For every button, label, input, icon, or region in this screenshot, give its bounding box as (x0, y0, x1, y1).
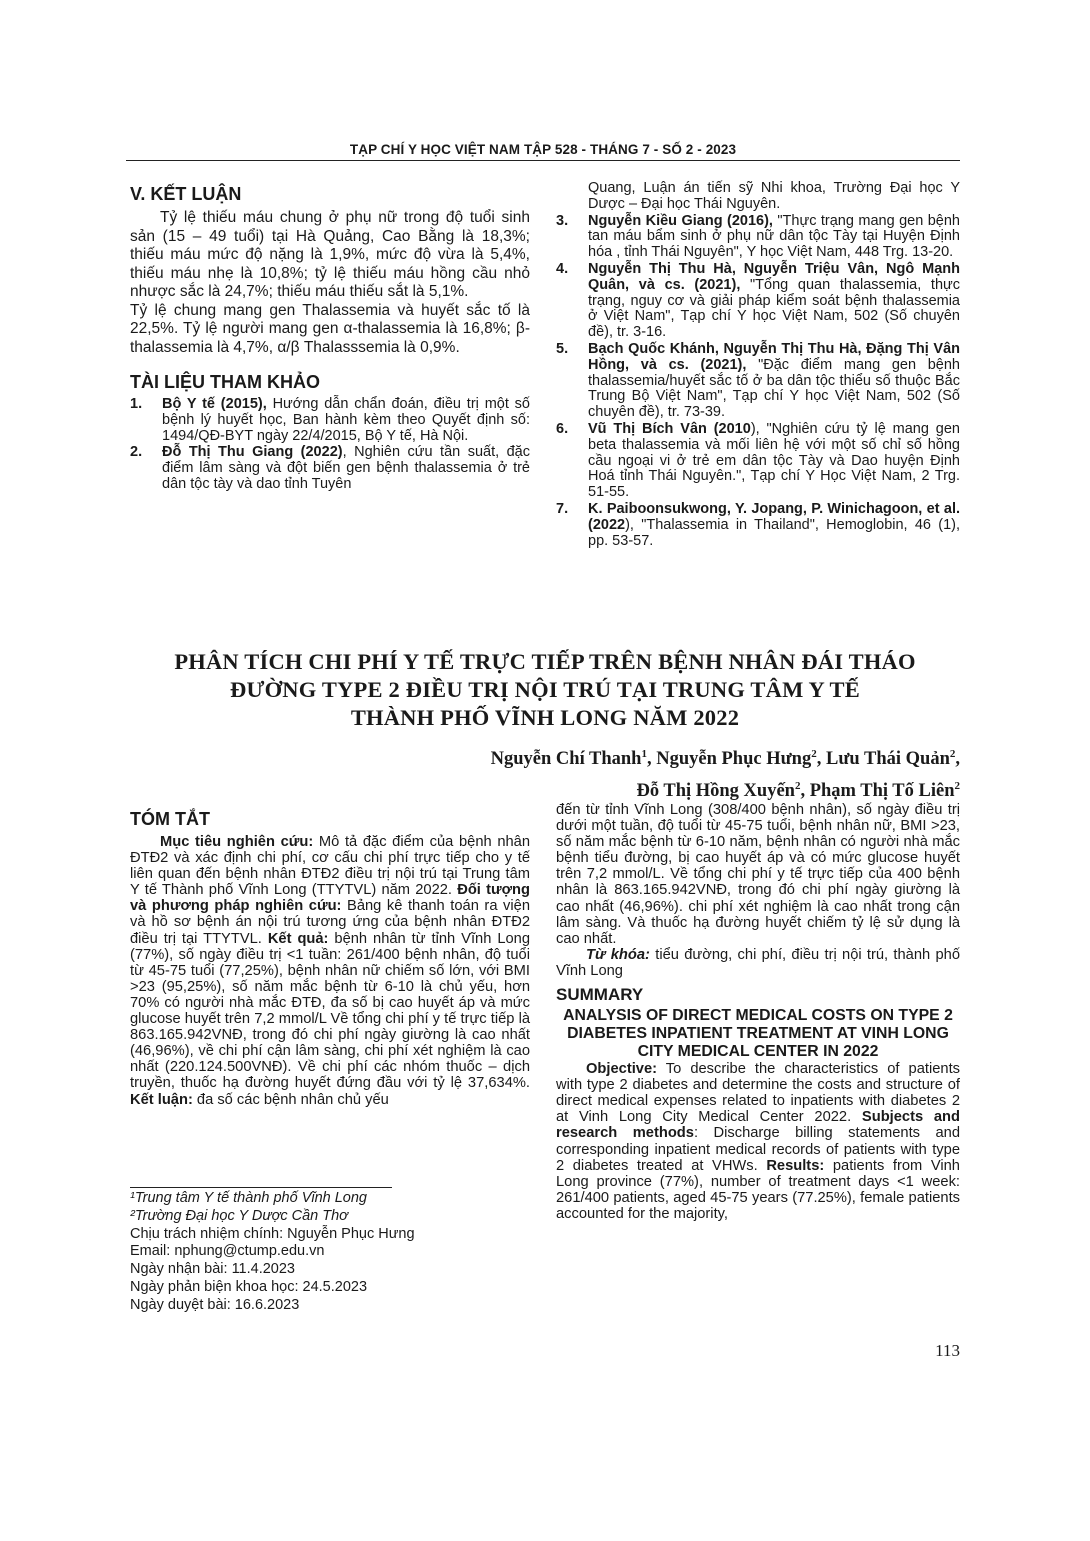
reference-item (130, 445, 530, 492)
reference-author: Bạch Quốc Khánh, Nguyễn Thị Thu Hà, Đặng Thị Vân Hồng, và cs. (2021), (588, 340, 960, 373)
footnote-email: Email: nphung@ctump.edu.vn (130, 1243, 325, 1260)
affiliation-mark: 2 (811, 748, 817, 760)
reference-text: ), "Nghiên cứu tỷ lệ mang gen beta thalassemia và mối liên hệ với một số chỉ số hồng cầu ngoại vi ở trẻ em dân tộc Tày và Dao huyện Định Hoá tỉnh Thái Nguyên.", Tạp chí Y Học Việt Nam, 2 Trg. 51-55. (588, 420, 960, 501)
label-conclusion: Kết luận: (130, 1091, 193, 1108)
summary-heading: SUMMARY (556, 985, 644, 1005)
reference-text: "Đặc điểm mang gen bệnh thalassemia/huyết sắc tố ở ba dân tộc thiểu số thuộc Bắc Trung Bộ Việt Nam", Tạp chí Y học Việt Nam, 502 (Số chuyên đề), tr. 73-39. (588, 356, 960, 421)
label-objective-en: Objective: (586, 1061, 658, 1078)
reference-number: 4. (556, 260, 569, 277)
footnote-accepted: Ngày duyệt bài: 16.6.2023 (130, 1296, 300, 1313)
author-name: , Nguyễn Phục Hưng (646, 749, 812, 770)
abstract-vi-body (130, 834, 530, 1108)
text-conclusion-start: đa số các bệnh nhân chủ yếu (192, 1091, 389, 1108)
footnote-reviewed: Ngày phản biện khoa học: 24.5.2023 (130, 1278, 368, 1295)
footnote-affiliation-2: ²Trường Đại học Y Dược Cần Thơ (130, 1207, 348, 1224)
keywords-text: tiểu đường, chi phí, điều trị nội trú, thành phố Vĩnh Long (556, 946, 960, 979)
top-left-column (130, 183, 530, 494)
conclusion-heading: V. KẾT LUẬN (130, 184, 242, 204)
text-results: bệnh nhân từ tỉnh Vĩnh Long (77%), số ngày điều trị <1 tuần: 261/400 bệnh nhân, độ tuổi từ 45-75 tuổi (77,25%), bệnh nhân nữ chiếm số lớn, với BMI >23 (95,25%), số năm mắc bệnh từ 6-10 là chủ yếu, hơn 70% có người nhà mắc ĐTĐ, đa số bị cao huyết áp và mức glucose huyết trên 7,2 mmol/L Về tổng chi phí y tế trực tiếp là 863.165.942VNĐ, trong đó chi phí ngày giường là cao nhất (46,96%), về chi phí cận lâm sàng, chi phí xét nghiệm là cao nhất (220.124.500VNĐ). Về chi phí các nhóm thuốc – dịch truyền, thuốc hạ đường huyết đứng đầu với tỷ lệ 37,634%. (130, 930, 530, 1092)
text-methods: Bảng kê thanh toán ra viện và hồ sơ bệnh án nội trú tương ứng của bệnh nhân ĐTĐ2 điều trị tại TTYTVL. (130, 898, 530, 947)
reference-item (556, 214, 960, 261)
text-objective: Mô tả đặc điểm của bệnh nhân ĐTĐ2 và xác định chi phí, cơ cấu chi phí trực tiếp cho y tế liên quan đến bệnh nhân ĐTĐ2 điều trị nội trú tại Trung tâm Y tế Thành phố Vĩnh Long (TTYTVL) năm 2022. (130, 834, 530, 899)
reference-text: "Thực trạng mang gen bệnh tan máu bẩm sinh ở phụ nữ dân tộc Tày tại Huyện Định hóa , tỉnh Thái Nguyên", Y học Việt Nam, 448 Trg. 13-20. (588, 212, 960, 261)
label-objective: Mục tiêu nghiên cứu: (160, 834, 314, 850)
references-heading: TÀI LIỆU THAM KHẢO (130, 372, 320, 392)
reference-item-continued (556, 181, 960, 213)
reference-item (556, 422, 960, 501)
affiliation-mark: 1 (641, 748, 647, 760)
reference-number: 6. (556, 420, 569, 437)
article-title (130, 648, 960, 732)
reference-author: Nguyễn Kiều Giang (2016), (588, 212, 773, 229)
reference-item (130, 397, 530, 444)
text-objective-en: To describe the characteristics of patients with type 2 diabetes and determine the costs and structure of direct medical expenses related to inpatients with diabetes 2 at Vinh Long City Medical Center 2022. (556, 1061, 960, 1126)
abstract-vi-column (130, 808, 530, 1108)
reference-author: Đỗ Thị Thu Giang (2022) (162, 444, 343, 461)
reference-author: Bộ Y tế (2015), (162, 396, 267, 412)
affiliation-mark: 2 (954, 780, 960, 793)
footnote-affiliation-1: ¹Trung tâm Y tế thành phố Vĩnh Long (130, 1190, 367, 1206)
summary-body (556, 1061, 960, 1222)
reference-number: 3. (556, 212, 569, 229)
abstract-en-column (556, 802, 960, 1222)
author-name: , Phạm Thị Tố Liên (800, 781, 955, 802)
abstract-vi-continued (556, 802, 960, 947)
label-results: Kết quả: (267, 930, 329, 947)
author-list (130, 741, 960, 805)
reference-number: 5. (556, 340, 569, 357)
conclusion-paragraph-2: Tỷ lệ chung mang gen Thalassemia và huyết sắc tố là 22,5%. Tỷ lệ người mang gen α-thalassemia là 16,8%; β-thalassemia là 4,7%, α/β Thalasssemia là 0,9%. (130, 301, 530, 356)
text-methods-en: : Discharge billing statements and corresponding inpatient medical records of patients with type 2 diabetes treated at VHWs. (556, 1125, 960, 1174)
author-line-1 (130, 741, 960, 773)
reference-number: 2. (130, 444, 143, 461)
keywords-label: Từ khóa: (586, 946, 650, 963)
author-name: Đỗ Thị Hồng Xuyến (636, 781, 795, 802)
footnote-rule (130, 1187, 392, 1188)
affiliation-mark: 2 (794, 780, 801, 793)
reference-text: ), "Thalassemia in Thailand", Hemoglobin, 46 (1), pp. 53-57. (588, 516, 960, 549)
text-conclusion-rest: đến từ tỉnh Vĩnh Long (308/400 bệnh nhân), số ngày điều trị dưới một tuần, độ tuổi từ 45-75 tuổi, bệnh nhân nữ, BMI >23, số năm mắc bệnh từ 6-10 năm, bệnh nhân có người nhà mắc bệnh tiểu đường, bị cao huyết áp và có mức glucose huyết trên 7,2 mmol/L. Về tổng chi phí y tế trực tiếp của 400 bệnh nhân là 863.165.942VNĐ, trong đó chi phí ngày giường là cao nhất (46,96%). chi phí xét nghiệm là cao nhất trong cận lâm sàng. Và thuốc hạ đường huyết chiếm tỷ lệ sử dụng là cao nhất. (556, 802, 960, 947)
reference-text: Quang, Luận án tiến sỹ Nhi khoa, Trường Đại học Y Dược – Đại học Thái Nguyên. (588, 180, 960, 212)
reference-number: 1. (130, 396, 143, 412)
header-rule (126, 160, 960, 161)
reference-text: , Nghiên cứu tần suất, đặc điểm lâm sàng và đột biến gen bệnh thalassemia ở trẻ dân tộc tày và dao tỉnh Tuyên (162, 444, 530, 492)
label-results-en: Results: (766, 1157, 825, 1174)
running-head: TẠP CHÍ Y HỌC VIỆT NAM TẬP 528 - THÁNG 7 - SỐ 2 - 2023 (349, 142, 737, 157)
conclusion-paragraph-1: Tỷ lệ thiếu máu chung ở phụ nữ trong độ tuổi sinh sản (15 – 49 tuổi) tại Hà Quảng, Cao Bằng là 18,3%; thiếu máu mức độ nặng là 1,9%, mức độ vừa là 5,4%, thiếu máu nhẹ là 10,8%; tỷ lệ thiếu máu hồng cầu nhỏ nhược sắc là 24,7%; thiếu máu thiếu sắt là 5,1%. (130, 209, 530, 300)
top-right-column (556, 181, 960, 550)
reference-author: Nguyễn Thị Thu Hà, Nguyễn Triệu Vân, Ngô Mạnh Quân, và cs. (2021), (588, 260, 960, 293)
author-separator: , (955, 749, 960, 770)
page-number: 113 (935, 1341, 960, 1360)
article-title-line-1: PHÂN TÍCH CHI PHÍ Y TẾ TRỰC TIẾP TRÊN BỆNH NHÂN ĐÁI THÁO (174, 649, 916, 674)
summary-title: ANALYSIS OF DIRECT MEDICAL COSTS ON TYPE 2 DIABETES INPATIENT TREATMENT AT VINH LONG CITY MEDICAL CENTER IN 2022 (563, 1007, 953, 1061)
reference-author: Vũ Thị Bích Vân (2010 (588, 420, 751, 437)
reference-item (556, 262, 960, 341)
article-title-line-2: ĐƯỜNG TYPE 2 ĐIỀU TRỊ NỘI TRÚ TẠI TRUNG TÂM Y TẾ (230, 677, 860, 702)
footnote-corresponding: Chịu trách nhiệm chính: Nguyễn Phục Hưng (130, 1225, 415, 1242)
reference-item (556, 342, 960, 421)
label-methods-en: Subjects and research methods (556, 1109, 960, 1142)
author-name: , Lưu Thái Quản (816, 749, 950, 770)
reference-number: 7. (556, 500, 569, 517)
footnote-received: Ngày nhận bài: 11.4.2023 (130, 1261, 296, 1278)
author-line-2 (130, 773, 960, 805)
reference-list-left (130, 397, 530, 493)
footnotes (130, 1190, 530, 1315)
text-results-en: patients from Vinh Long province (77%), number of treatment days <1 week: 261/400 patients, aged 45-75 years (77.25%), female patients accounted for the majority, (556, 1157, 960, 1222)
author-name: Nguyễn Chí Thanh (490, 749, 642, 770)
article-title-line-3: THÀNH PHỐ VĨNH LONG NĂM 2022 (350, 705, 740, 730)
abstract-vi-heading: TÓM TẮT (130, 809, 210, 829)
reference-item (556, 502, 960, 549)
reference-text: Hướng dẫn chẩn đoán, điều trị một số bệnh lý huyết học, Ban hành kèm theo Quyết định số: 1494/QĐ-BYT ngày 22/4/2015, Bộ Y tế, Hà Nội. (162, 396, 530, 444)
affiliation-mark: 2 (949, 748, 956, 760)
label-methods: Đối tượng và phương pháp nghiên cứu: (130, 882, 530, 915)
reference-text: "Tổng quan thalassemia, thực trạng, nguy cơ và giải pháp kiểm soát bệnh thalassemia ở Việt Nam", Tạp chí Y học Việt Nam, 502 (Số chuyên đề), tr. 3-16. (588, 276, 960, 341)
keywords (556, 947, 960, 979)
reference-author: K. Paiboonsukwong, Y. Jopang, P. Winichagoon, et al. (2022 (588, 500, 960, 533)
